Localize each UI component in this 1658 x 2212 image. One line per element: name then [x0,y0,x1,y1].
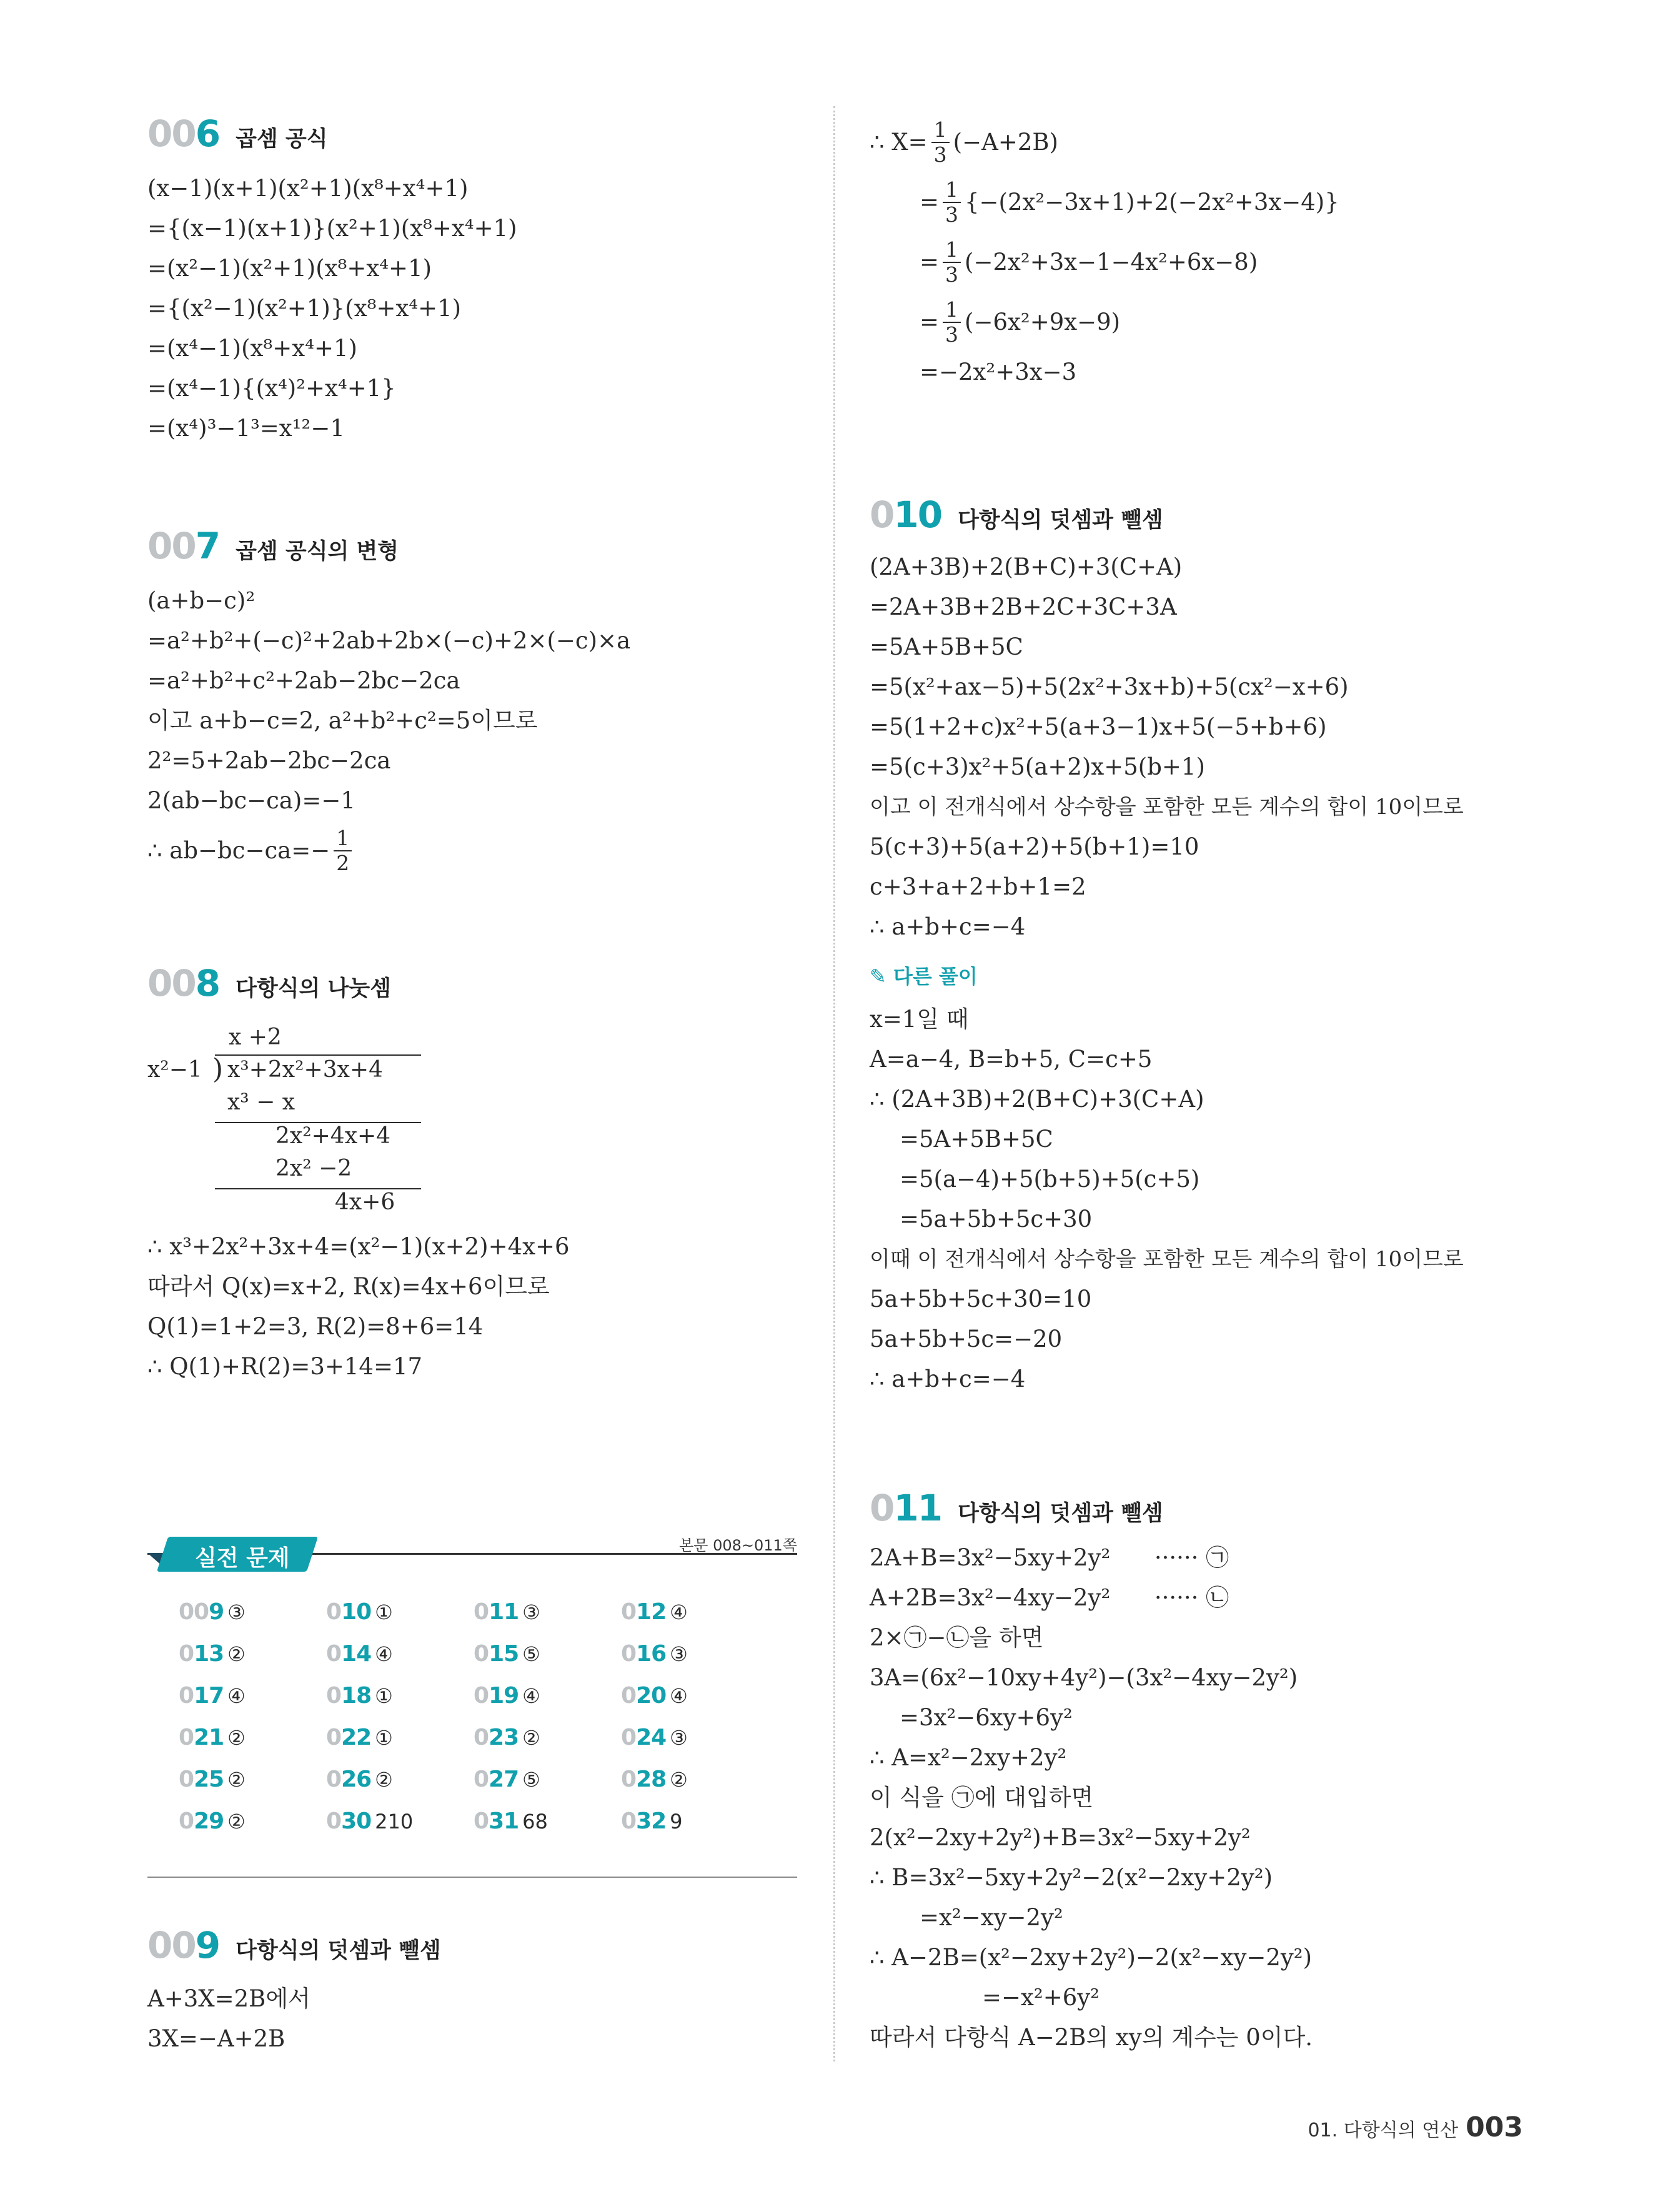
page-reference: 본문 008~011쪽 [679,1537,797,1554]
section-title: 다항식의 나눗셈 [236,976,391,1001]
math-line: =5(1+2+c)x²+5(a+3−1)x+5(−5+b+6) [870,713,1327,740]
math-line: =5a+5b+5c+30 [900,1206,1093,1232]
answer-item: 023 ② [474,1725,540,1750]
answer-item: 027 ⑤ [474,1767,540,1792]
answer-item: 021 ② [179,1725,246,1750]
section-006-header [147,112,328,155]
answer-item: 014 ④ [326,1641,393,1667]
math-line: =5(x²+ax−5)+5(2x²+3x+b)+5(cx²−x+6) [870,673,1349,700]
division-remainder: 4x+6 [335,1189,395,1215]
math-line: 이때 이 전개식에서 상수항을 포함한 모든 계수의 합이 10이므로 [870,1247,1464,1272]
math-line: 2(x²−2xy+2y²)+B=3x²−5xy+2y² [870,1824,1251,1851]
column-divider [833,106,835,2061]
math-line: ∴ A=x²−2xy+2y² [870,1744,1067,1771]
answer-item: 017 ④ [179,1683,246,1709]
section-007-header [147,525,399,567]
math-line: c+3+a+2+b+1=2 [870,873,1086,900]
fraction: $\frac{1}{3}$ [931,118,950,167]
math-line: 2²=5+2ab−2bc−2ca [147,747,391,774]
math-line: A+3X=2B에서 [147,1985,310,2012]
math-line: =5(c+3)x²+5(a+2)x+5(b+1) [870,753,1205,780]
answer-item: 031 68 [474,1808,548,1834]
math-line: (a+b−c)² [147,587,256,614]
division-bracket: ) [212,1053,224,1085]
math-line: =5A+5B+5C [900,1126,1053,1153]
math-line: ∴ a+b+c=−4 [870,1366,1026,1392]
problem-number: 006 [147,112,220,155]
division-divisor: x²−1 [147,1057,202,1083]
math-line: ∴ B=3x²−5xy+2y²−2(x²−2xy+2y²) [870,1864,1273,1891]
math-line: =(x⁴−1){(x⁴)²+x⁴+1} [147,375,396,402]
math-line: 따라서 Q(x)=x+2, R(x)=4x+6이므로 [147,1273,550,1300]
division-dividend: x³+2x²+3x+4 [227,1057,383,1083]
math-line: =2A+3B+2B+2C+3C+3A [870,593,1177,620]
answer-grid-rule [147,1877,797,1878]
division-remainder: 2x²+4x+4 [276,1123,391,1149]
answer-item: 028 ② [621,1767,688,1792]
division-quotient: x +2 [229,1024,282,1050]
answer-item: 019 ④ [474,1683,540,1709]
answer-item: 026 ② [326,1767,393,1792]
math-line: ={(x²−1)(x²+1)}(x⁸+x⁴+1) [147,295,462,322]
answer-item: 020 ④ [621,1683,688,1709]
math-line: =x²−xy−2y² [920,1904,1063,1931]
problem-number: 007 [147,525,220,567]
page-number: 003 [1466,2111,1523,2143]
math-line: =a²+b²+(−c)²+2ab+2b×(−c)+2×(−c)×a [147,627,631,654]
problem-number: 009 [147,1924,220,1966]
section-title: 다항식의 덧셈과 뺄셈 [236,1938,441,1963]
math-line: 3A=(6x²−10xy+4y²)−(3x²−4xy−2y²) [870,1664,1298,1691]
section-title: 곱셈 공식의 변형 [236,539,399,564]
answer-item: 016 ③ [621,1641,688,1667]
answer-item: 009 ③ [179,1599,246,1625]
fraction: $\frac{1}{3}$ [943,178,961,227]
section-009-continued [870,112,1339,392]
answer-item: 032 9 [621,1808,683,1834]
math-line: (2A+3B)+2(B+C)+3(C+A) [870,553,1183,580]
answer-item: 012 ④ [621,1599,688,1625]
answer-item: 015 ⑤ [474,1641,540,1667]
math-line: Q(1)=1+2=3, R(2)=8+6=14 [147,1313,484,1340]
answer-item: 025 ② [179,1767,246,1792]
math-line: ∴ (2A+3B)+2(B+C)+3(C+A) [870,1086,1204,1113]
math-line: ={(x−1)(x+1)}(x²+1)(x⁸+x⁴+1) [147,215,517,242]
math-line: =5(a−4)+5(b+5)+5(c+5) [900,1166,1200,1193]
math-line: =(x⁴−1)(x⁸+x⁴+1) [147,335,357,362]
math-line: =5A+5B+5C [870,633,1023,660]
fraction: $\frac{1}{3}$ [943,238,961,287]
math-line: 이고 이 전개식에서 상수항을 포함한 모든 계수의 합이 10이므로 [870,795,1464,820]
math-line-fraction [147,821,630,881]
division-step: x³ − x [227,1089,295,1115]
division-bar [215,1054,421,1056]
section-008-header [147,962,391,1004]
math-line: 2(ab−bc−ca)=−1 [147,787,355,814]
math-line-fraction: = $\frac{1}{3}$ (−6x²+9x−9) [920,297,1121,347]
section-title: 다항식의 덧셈과 뺄셈 [958,508,1163,533]
problem-number: 008 [147,962,220,1004]
math-line: ∴ Q(1)+R(2)=3+14=17 [147,1353,423,1380]
section-009-header [147,1924,441,1966]
math-line: =(x²−1)(x²+1)(x⁸+x⁴+1) [147,255,432,282]
math-line: (x−1)(x+1)(x²+1)(x⁸+x⁴+1) [147,175,469,202]
answer-item: 013 ② [179,1641,246,1667]
page-footer [1308,2111,1523,2143]
section-title: 다항식의 덧셈과 뺄셈 [958,1501,1163,1526]
answer-item: 010 ① [326,1599,393,1625]
math-line: =a²+b²+c²+2ab−2bc−2ca [147,667,460,694]
math-line: 2A+B=3x²−5xy+2y² ······ ㉠ [870,1544,1229,1571]
banner-label: 실전 문제 [195,1545,290,1571]
math-line: =−2x²+3x−3 [920,359,1077,385]
math-text: ∴ ab−bc−ca=− [147,837,330,864]
section-009-solution [147,1979,310,2059]
math-line: 2×㉠−㉡을 하면 [870,1624,1044,1651]
section-011-solution [870,1538,1313,2058]
math-line: 따라서 다항식 A−2B의 xy의 계수는 0이다. [870,2024,1313,2051]
section-title: 곱셈 공식 [236,127,328,152]
section-010-header [870,493,1163,536]
math-line: ∴ x³+2x²+3x+4=(x²−1)(x+2)+4x+6 [147,1233,570,1260]
math-line: A+2B=3x²−4xy−2y² ······ ㉡ [870,1584,1229,1611]
alternative-solution [870,999,1464,1399]
chapter-label: 01. 다항식의 연산 [1308,2120,1459,2141]
math-line: x=1일 때 [870,1006,969,1033]
division-step: 2x² −2 [276,1156,352,1181]
math-line: =(x⁴)³−1³=x¹²−1 [147,415,345,442]
answer-item: 030 210 [326,1808,414,1834]
fraction: $\frac{1}{2}$ [334,826,352,875]
alternative-solution-title: ✎ 다른 풀이 [870,965,978,988]
practice-banner [147,1537,797,1574]
section-011-header [870,1487,1163,1529]
math-line: 5a+5b+5c=−20 [870,1326,1063,1352]
math-line-fraction: ∴ X= $\frac{1}{3}$ (−A+2B) [870,117,1058,167]
math-line: =3x²−6xy+6y² [900,1704,1073,1731]
math-line: ∴ a+b+c=−4 [870,913,1026,940]
math-line-fraction: = $\frac{1}{3}$ {−(2x²−3x+1)+2(−2x²+3x−4)} [920,177,1339,227]
math-line-fraction: = $\frac{1}{3}$ (−2x²+3x−1−4x²+6x−8) [920,237,1258,287]
answer-item: 018 ① [326,1683,393,1709]
problem-number: 011 [870,1487,942,1529]
math-line: 이 식을 ㉠에 대입하면 [870,1784,1094,1811]
math-line: 이고 a+b−c=2, a²+b²+c²=5이므로 [147,707,538,734]
math-line: 5(c+3)+5(a+2)+5(b+1)=10 [870,833,1199,860]
section-007-solution [147,581,630,881]
answer-item: 029 ② [179,1808,246,1834]
math-line: 3X=−A+2B [147,2025,285,2052]
section-008-solution [147,1227,570,1387]
math-line: =−x²+6y² [982,1984,1100,2011]
long-division [147,1024,422,1224]
math-line: ∴ A−2B=(x²−2xy+2y²)−2(x²−xy−2y²) [870,1944,1313,1971]
answer-item: 011 ③ [474,1599,540,1625]
math-line: A=a−4, B=b+5, C=c+5 [870,1046,1153,1073]
fraction: $\frac{1}{3}$ [943,298,961,347]
answer-item: 022 ① [326,1725,393,1750]
answer-item: 024 ③ [621,1725,688,1750]
section-010-solution [870,547,1464,947]
math-line: 5a+5b+5c+30=10 [870,1286,1092,1312]
problem-number: 010 [870,493,942,536]
section-006-solution [147,169,517,449]
